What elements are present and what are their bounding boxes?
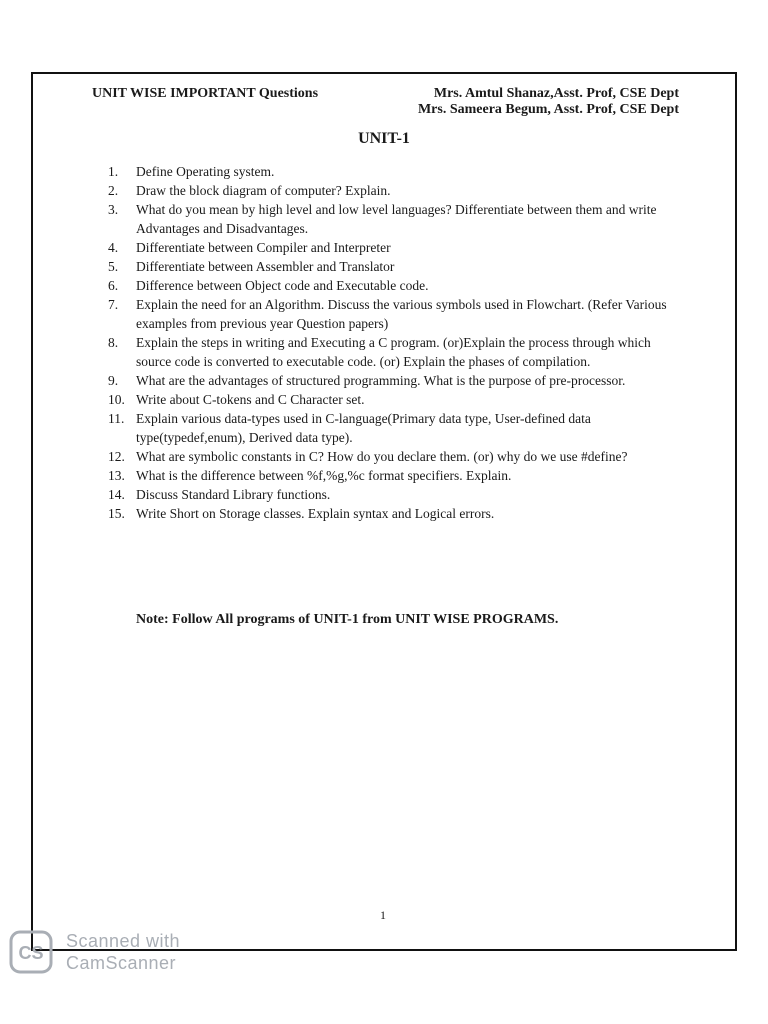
question-text: Differentiate between Assembler and Translator <box>136 259 395 274</box>
question-item <box>108 200 678 238</box>
watermark-line-2: CamScanner <box>66 953 177 973</box>
question-item <box>108 238 678 257</box>
question-item <box>108 447 678 466</box>
question-text: What do you mean by high level and low level languages? Differentiate between them and write Advantages and Disadvantages. <box>136 202 657 236</box>
question-number: 6. <box>108 278 119 293</box>
question-text: What are the advantages of structured programming. What is the purpose of pre-processor. <box>136 373 626 388</box>
question-number: 4. <box>108 240 119 255</box>
question-item <box>108 276 678 295</box>
question-number: 8. <box>108 335 119 350</box>
question-number: 12. <box>108 449 125 464</box>
question-text: Write Short on Storage classes. Explain syntax and Logical errors. <box>136 506 495 521</box>
header-authors <box>418 86 679 118</box>
question-text: What are symbolic constants in C? How do you declare them. (or) why do we use #define? <box>136 449 628 464</box>
question-item <box>108 409 678 447</box>
question-text: Differentiate between Compiler and Interpreter <box>136 240 391 255</box>
camscanner-logo-text: CS <box>18 943 44 963</box>
question-number: 11. <box>108 411 125 426</box>
camscanner-logo-icon <box>9 930 53 974</box>
question-number: 13. <box>108 468 125 483</box>
question-number: 15. <box>108 506 125 521</box>
question-item <box>108 485 678 504</box>
question-text: Write about C-tokens and C Character set. <box>136 392 365 407</box>
question-text: Difference between Object code and Executable code. <box>136 278 429 293</box>
question-text: What is the difference between %f,%g,%c format specifiers. Explain. <box>136 468 512 483</box>
question-text: Explain the need for an Algorithm. Discuss the various symbols used in Flowchart. (Refer Various examples from previous year Question papers) <box>136 297 667 331</box>
question-item <box>108 390 678 409</box>
unit-title: UNIT-1 <box>358 130 410 147</box>
question-item <box>108 295 678 333</box>
watermark-line-1: Scanned with <box>66 931 181 951</box>
question-item <box>108 162 678 181</box>
page-number: 1 <box>380 908 386 922</box>
question-number: 14. <box>108 487 125 502</box>
question-item <box>108 504 678 523</box>
question-item <box>108 333 678 371</box>
question-list <box>108 162 678 523</box>
question-number: 3. <box>108 202 119 217</box>
scanner-watermark <box>66 930 180 974</box>
question-number: 9. <box>108 373 119 388</box>
note: Note: Follow All programs of UNIT-1 from UNIT WISE PROGRAMS. <box>136 612 559 627</box>
question-text: Explain the steps in writing and Executing a C program. (or)Explain the process through which source code is converted to executable code. (or) Explain the phases of compilation. <box>136 335 651 369</box>
question-text: Draw the block diagram of computer? Explain. <box>136 183 391 198</box>
question-item <box>108 371 678 390</box>
question-number: 5. <box>108 259 119 274</box>
header-title: UNIT WISE IMPORTANT Questions <box>92 86 319 101</box>
question-text: Explain various data-types used in C-language(Primary data type, User-defined data type(typedef,enum), Derived data type). <box>136 411 591 445</box>
question-text: Define Operating system. <box>136 164 275 179</box>
question-item <box>108 466 678 485</box>
question-number: 1. <box>108 164 119 179</box>
question-text: Discuss Standard Library functions. <box>136 487 331 502</box>
question-number: 10. <box>108 392 125 407</box>
question-item <box>108 257 678 276</box>
author-line-1: Mrs. Amtul Shanaz,Asst. Prof, CSE Dept <box>433 86 679 101</box>
question-number: 2. <box>108 183 119 198</box>
question-number: 7. <box>108 297 119 312</box>
author-line-2: Mrs. Sameera Begum, Asst. Prof, CSE Dept <box>417 102 679 117</box>
question-item <box>108 181 678 200</box>
